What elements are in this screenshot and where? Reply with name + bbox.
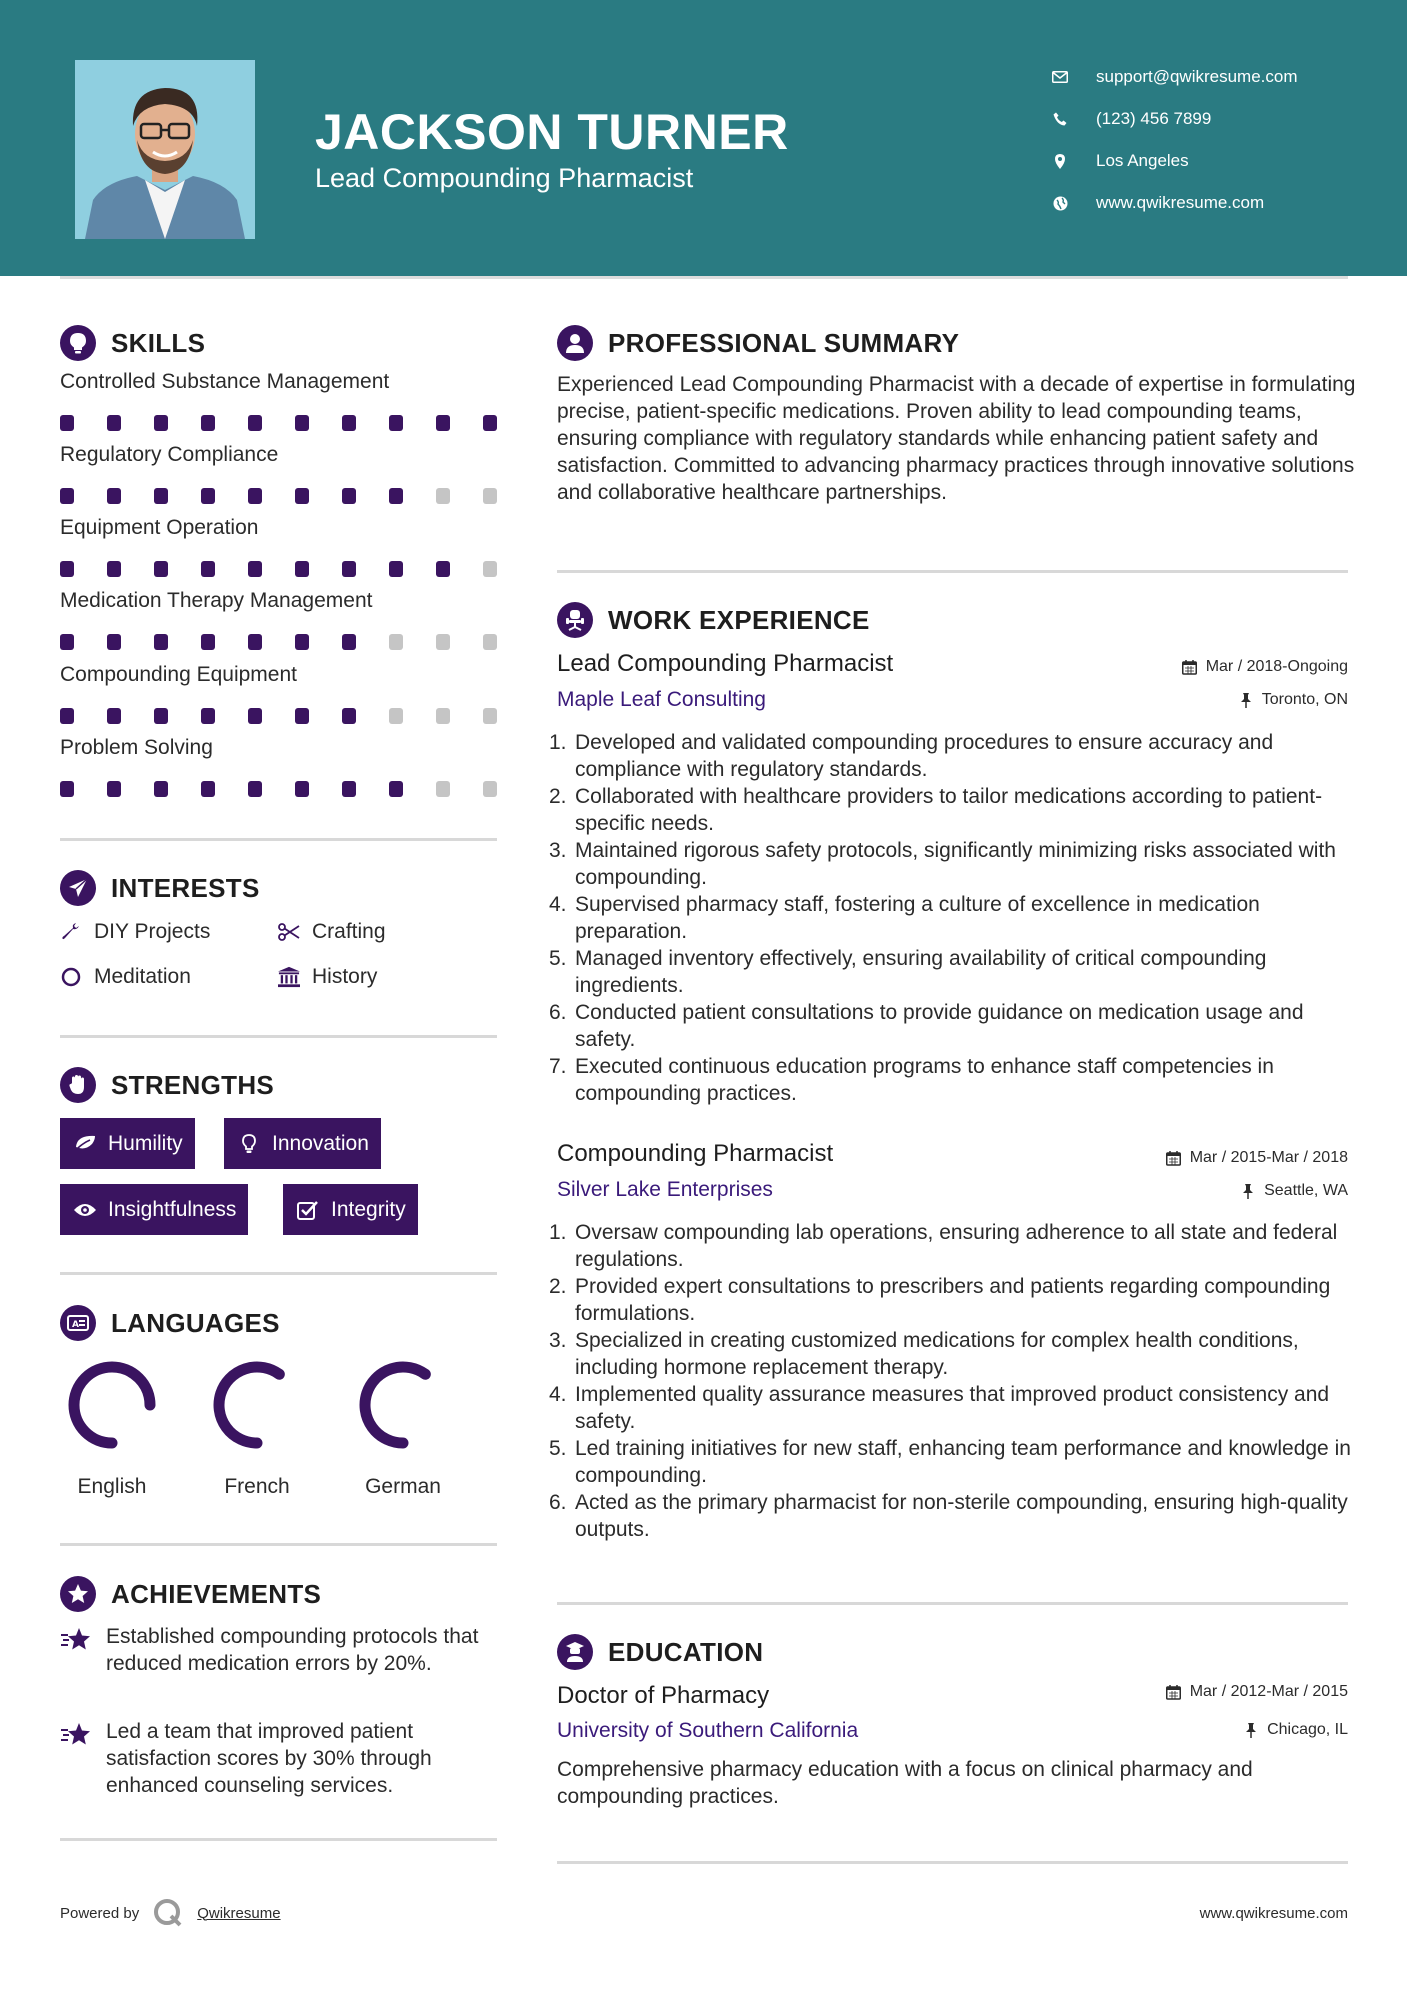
skill-dot-empty	[389, 634, 403, 650]
skill-dot-filled	[107, 488, 121, 504]
summary-heading	[557, 325, 959, 361]
achievement-text: Established compounding protocols that reduced medication errors by 20%.	[106, 1625, 479, 1675]
interest-item-meditation	[60, 965, 191, 989]
bullet-number: 2.	[549, 1275, 567, 1298]
skill-dot-filled	[248, 708, 262, 724]
skill-dot-filled	[342, 561, 356, 577]
bullet-number: 7.	[549, 1055, 567, 1078]
achievement-item	[60, 1718, 500, 1799]
strength-tag-humility	[60, 1118, 195, 1169]
user-icon	[557, 325, 593, 361]
contact-website[interactable]	[1050, 182, 1298, 224]
job-company[interactable]: Maple Leaf Consulting	[557, 688, 766, 711]
job-title: Lead Compounding Pharmacist	[557, 650, 894, 677]
education-degree: Doctor of Pharmacy	[557, 1682, 770, 1709]
bullet-text: Supervised pharmacy staff, fostering a culture of excellence in medication preparation.	[575, 893, 1260, 943]
language-label: German	[365, 1475, 441, 1498]
skill-dot-filled	[342, 781, 356, 797]
envelope-icon	[1050, 67, 1070, 87]
skill-row	[60, 370, 500, 394]
job-dates-text: Mar / 2015-Mar / 2018	[1189, 1149, 1348, 1166]
skill-dot-filled	[107, 708, 121, 724]
skill-rating	[60, 488, 500, 504]
calendar-icon	[1166, 1684, 1182, 1700]
skill-label: Regulatory Compliance	[60, 443, 279, 466]
language-label: English	[77, 1475, 147, 1498]
skill-label: Problem Solving	[60, 736, 213, 759]
strength-tag-integrity	[283, 1184, 418, 1235]
bullet-text: Implemented quality assurance measures that improved product consistency and safety.	[575, 1383, 1330, 1433]
bullet-text: Developed and validated compounding procedures to ensure accuracy and compliance with regulatory standards.	[575, 731, 1274, 781]
skill-row	[60, 516, 500, 540]
graduate-icon	[557, 1634, 593, 1670]
skill-dot-filled	[342, 708, 356, 724]
job-bullet	[549, 1327, 1357, 1381]
education-location-text: Chicago, IL	[1267, 1721, 1348, 1738]
education-dates-text: Mar / 2012-Mar / 2015	[1189, 1683, 1348, 1700]
skill-dot-empty	[483, 781, 497, 797]
skill-label: Equipment Operation	[60, 516, 259, 539]
skill-dot-filled	[342, 488, 356, 504]
job-dates	[1182, 658, 1348, 676]
skill-row	[60, 663, 500, 687]
job-bullet	[549, 891, 1357, 945]
phone-icon	[1050, 109, 1070, 129]
candidate-name: JACKSON TURNER	[315, 104, 789, 160]
skill-dot-filled	[389, 415, 403, 431]
job-bullet	[549, 1381, 1357, 1435]
skill-dot-filled	[248, 561, 262, 577]
divider-summary	[557, 570, 1348, 573]
achievement-text: Led a team that improved patient satisfaction scores by 30% through enhanced counseling services.	[106, 1720, 432, 1797]
interest-label: Crafting	[312, 920, 386, 943]
language-ring	[353, 1355, 453, 1455]
job-bullet	[549, 999, 1357, 1053]
skill-label: Compounding Equipment	[60, 663, 297, 686]
bullet-text: Maintained rigorous safety protocols, significantly minimizing risks associated with compounding.	[575, 839, 1336, 889]
job-title: Compounding Pharmacist	[557, 1140, 834, 1167]
skills-heading	[60, 325, 205, 361]
language-item	[343, 1355, 463, 1499]
skill-dot-filled	[107, 781, 121, 797]
powered-by-text: Powered by	[60, 1904, 140, 1922]
skill-dot-filled	[295, 561, 309, 577]
pushpin-icon	[1243, 1722, 1259, 1738]
calendar-icon	[1166, 1150, 1182, 1166]
contact-website-text: www.qwikresume.com	[1096, 193, 1265, 212]
contact-phone[interactable]	[1050, 98, 1298, 140]
skill-rating	[60, 634, 500, 650]
contact-location	[1050, 140, 1298, 182]
qwikresume-logo-icon	[153, 1898, 183, 1928]
summary-text: Experienced Lead Compounding Pharmacist with a decade of expertise in formulating precise, patient-specific medications. Proven ability to lead compounding teams, ensuring compliance with regulatory standards while enhancing patient safety and satisfaction. Committed to advancing pharmacy practices through innovative solutions and collaborative healthcare partnerships.	[557, 373, 1356, 504]
bullet-number: 3.	[549, 839, 567, 862]
skill-rating	[60, 415, 500, 431]
strength-label: Innovation	[272, 1131, 369, 1155]
language-level-arc	[365, 1367, 425, 1443]
interests-heading	[60, 870, 260, 906]
leaf-icon	[72, 1133, 98, 1155]
circle-icon	[60, 966, 82, 988]
job-dates-text: Mar / 2018-Ongoing	[1205, 658, 1348, 675]
bullet-text: Acted as the primary pharmacist for non-sterile compounding, ensuring high-quality outputs.	[575, 1491, 1348, 1541]
skill-dot-empty	[436, 708, 450, 724]
skill-dot-empty	[436, 781, 450, 797]
language-ring	[207, 1355, 307, 1455]
contact-location-text: Los Angeles	[1096, 151, 1189, 170]
skill-rating	[60, 561, 500, 577]
skill-dot-empty	[483, 561, 497, 577]
job-bullet	[549, 1219, 1357, 1273]
skills-title: SKILLS	[111, 327, 206, 358]
hand-icon	[60, 1067, 96, 1103]
skill-dot-filled	[154, 488, 168, 504]
divider-education	[557, 1861, 1348, 1864]
skill-dot-filled	[154, 781, 168, 797]
job-bullet	[549, 837, 1357, 891]
strength-label: Humility	[108, 1131, 183, 1155]
paper-plane-icon	[60, 870, 96, 906]
work-heading	[557, 602, 870, 638]
skill-label: Medication Therapy Management	[60, 589, 373, 612]
globe-icon	[1050, 193, 1070, 213]
skill-dot-filled	[248, 634, 262, 650]
candidate-role: Lead Compounding Pharmacist	[315, 163, 694, 193]
job-location	[1240, 1182, 1348, 1200]
interest-label: Meditation	[94, 965, 191, 988]
skill-dot-filled	[201, 708, 215, 724]
divider-interests	[60, 1035, 497, 1038]
skill-dot-filled	[389, 488, 403, 504]
pushpin-icon	[1240, 1183, 1256, 1199]
star-badge-icon	[60, 1576, 96, 1612]
svg-text:A: A	[72, 1320, 79, 1330]
check-square-icon	[295, 1199, 321, 1221]
education-heading	[557, 1634, 763, 1670]
skill-dot-empty	[483, 708, 497, 724]
skill-row	[60, 589, 500, 613]
strength-tag-innovation	[224, 1118, 381, 1169]
education-title: EDUCATION	[608, 1636, 764, 1667]
divider-skills	[60, 838, 497, 841]
job-bullet	[549, 729, 1357, 783]
calendar-icon	[1182, 659, 1198, 675]
languages-heading	[60, 1305, 280, 1341]
language-item	[197, 1355, 317, 1499]
lightbulb-icon	[60, 325, 96, 361]
job-bullet	[549, 783, 1357, 837]
office-chair-icon	[557, 602, 593, 638]
strength-label: Insightfulness	[108, 1197, 237, 1221]
footer-website[interactable]: www.qwikresume.com	[1199, 1905, 1348, 1922]
resume-header	[0, 0, 1407, 276]
language-level-arc	[219, 1367, 279, 1443]
map-pin-icon	[1050, 151, 1070, 171]
summary-title: PROFESSIONAL SUMMARY	[608, 327, 960, 358]
skill-dot-filled	[295, 781, 309, 797]
bullet-text: Conducted patient consultations to provide guidance on medication usage and safety.	[575, 1001, 1304, 1051]
job-dates	[1166, 1149, 1348, 1167]
education-description: Comprehensive pharmacy education with a focus on clinical pharmacy and compounding practices.	[557, 1758, 1253, 1808]
education-location	[1243, 1721, 1348, 1739]
divider-work	[557, 1602, 1348, 1605]
footer-powered-by	[60, 1898, 281, 1928]
interest-item-crafting	[278, 920, 386, 944]
skill-dot-filled	[60, 561, 74, 577]
achievements-heading	[60, 1576, 321, 1612]
skill-dot-filled	[248, 488, 262, 504]
bullet-number: 1.	[549, 731, 567, 754]
skill-rating	[60, 708, 500, 724]
bullet-number: 5.	[549, 947, 567, 970]
wrench-icon	[60, 921, 82, 943]
eye-icon	[72, 1199, 98, 1221]
qwikresume-link[interactable]: Qwikresume	[197, 1904, 281, 1922]
bullet-text: Led training initiatives for new staff, enhancing team performance and knowledge in compounding.	[575, 1437, 1351, 1487]
star-icon	[60, 1718, 92, 1746]
job-bullet	[549, 1273, 1357, 1327]
skill-dot-empty	[483, 634, 497, 650]
strengths-title: STRENGTHS	[111, 1069, 275, 1100]
skill-dot-filled	[60, 634, 74, 650]
skill-dot-filled	[436, 561, 450, 577]
contact-email-text: support@qwikresume.com	[1096, 67, 1298, 86]
bullet-number: 5.	[549, 1437, 567, 1460]
skill-dot-filled	[60, 781, 74, 797]
skill-dot-filled	[154, 634, 168, 650]
skill-dot-filled	[436, 415, 450, 431]
skill-dot-filled	[295, 708, 309, 724]
bullet-number: 6.	[549, 1491, 567, 1514]
divider-strengths	[60, 1272, 497, 1275]
strength-tag-insightfulness	[60, 1184, 248, 1235]
divider-achievements	[60, 1838, 497, 1841]
job-bullets	[549, 1219, 1357, 1543]
job-company[interactable]: Silver Lake Enterprises	[557, 1178, 773, 1201]
contact-phone-text: (123) 456 7899	[1096, 109, 1212, 128]
skill-dot-filled	[342, 415, 356, 431]
divider-languages	[60, 1543, 497, 1546]
skill-dot-filled	[295, 634, 309, 650]
education-school[interactable]: University of Southern California	[557, 1719, 859, 1742]
skill-dot-filled	[201, 488, 215, 504]
bullet-text: Managed inventory effectively, ensuring availability of critical compounding ingredients.	[575, 947, 1267, 997]
language-level-arc	[74, 1367, 150, 1443]
bullet-text: Provided expert consultations to prescribers and patients regarding compounding formulations.	[575, 1275, 1331, 1325]
profile-photo	[75, 60, 255, 239]
bullet-text: Specialized in creating customized medications for complex health conditions, including hormone replacement therapy.	[575, 1329, 1299, 1379]
skill-dot-empty	[483, 488, 497, 504]
job-location-text: Toronto, ON	[1261, 691, 1348, 708]
bullet-number: 4.	[549, 893, 567, 916]
language-card-icon	[60, 1305, 96, 1341]
skill-dot-filled	[248, 415, 262, 431]
skill-dot-filled	[154, 561, 168, 577]
job-bullet	[549, 945, 1357, 999]
lightbulb-icon	[236, 1133, 262, 1155]
header-divider	[60, 276, 1348, 279]
interest-label: DIY Projects	[94, 920, 211, 943]
strengths-heading	[60, 1067, 274, 1103]
skill-row	[60, 736, 500, 760]
bullet-number: 6.	[549, 1001, 567, 1024]
skill-dot-filled	[107, 415, 121, 431]
achievement-item	[60, 1623, 500, 1677]
pushpin-icon	[1238, 692, 1254, 708]
skill-rating	[60, 781, 500, 797]
job-bullet	[549, 1489, 1357, 1543]
museum-icon	[278, 966, 300, 988]
languages-title: LANGUAGES	[111, 1307, 280, 1338]
bullet-text: Collaborated with healthcare providers to tailor medications according to patient-specific needs.	[575, 785, 1323, 835]
skill-dot-filled	[248, 781, 262, 797]
job-bullet	[549, 1435, 1357, 1489]
language-ring	[62, 1355, 162, 1455]
interests-title: INTERESTS	[111, 872, 260, 903]
bullet-number: 1.	[549, 1221, 567, 1244]
skill-dot-empty	[389, 708, 403, 724]
skill-row	[60, 443, 500, 467]
education-dates	[1166, 1683, 1348, 1701]
bullet-number: 3.	[549, 1329, 567, 1352]
skill-dot-filled	[154, 415, 168, 431]
bullet-text: Executed continuous education programs to enhance staff competencies in compounding practices.	[575, 1055, 1274, 1105]
interest-item-history	[278, 965, 377, 989]
job-location	[1238, 691, 1348, 709]
work-title: WORK EXPERIENCE	[608, 604, 870, 635]
skill-dot-filled	[483, 415, 497, 431]
achievements-title: ACHIEVEMENTS	[111, 1578, 322, 1609]
skill-dot-filled	[107, 561, 121, 577]
job-bullet	[549, 1053, 1357, 1107]
skill-dot-empty	[436, 634, 450, 650]
language-label: French	[224, 1475, 290, 1498]
skill-dot-empty	[436, 488, 450, 504]
skill-dot-filled	[60, 708, 74, 724]
bullet-number: 2.	[549, 785, 567, 808]
skill-dot-filled	[107, 634, 121, 650]
contact-list	[1050, 56, 1298, 224]
interest-label: History	[312, 965, 378, 988]
star-icon	[60, 1623, 92, 1651]
skill-dot-filled	[201, 561, 215, 577]
skill-dot-filled	[60, 488, 74, 504]
language-item	[52, 1355, 172, 1499]
skill-dot-filled	[201, 415, 215, 431]
job-bullets	[549, 729, 1357, 1107]
skill-dot-filled	[201, 781, 215, 797]
skill-dot-filled	[201, 634, 215, 650]
bullet-number: 4.	[549, 1383, 567, 1406]
scissors-icon	[278, 921, 300, 943]
bullet-text: Oversaw compounding lab operations, ensuring adherence to all state and federal regulations.	[575, 1221, 1338, 1271]
skill-dot-filled	[295, 415, 309, 431]
skill-dot-filled	[389, 561, 403, 577]
skill-dot-filled	[295, 488, 309, 504]
skill-dot-filled	[342, 634, 356, 650]
job-location-text: Seattle, WA	[1264, 1182, 1348, 1199]
skill-label: Controlled Substance Management	[60, 370, 390, 393]
skill-dot-filled	[389, 781, 403, 797]
skill-dot-filled	[154, 708, 168, 724]
skill-dot-filled	[60, 415, 74, 431]
contact-email[interactable]	[1050, 56, 1298, 98]
strength-label: Integrity	[331, 1197, 406, 1221]
interest-item-diy	[60, 920, 210, 944]
